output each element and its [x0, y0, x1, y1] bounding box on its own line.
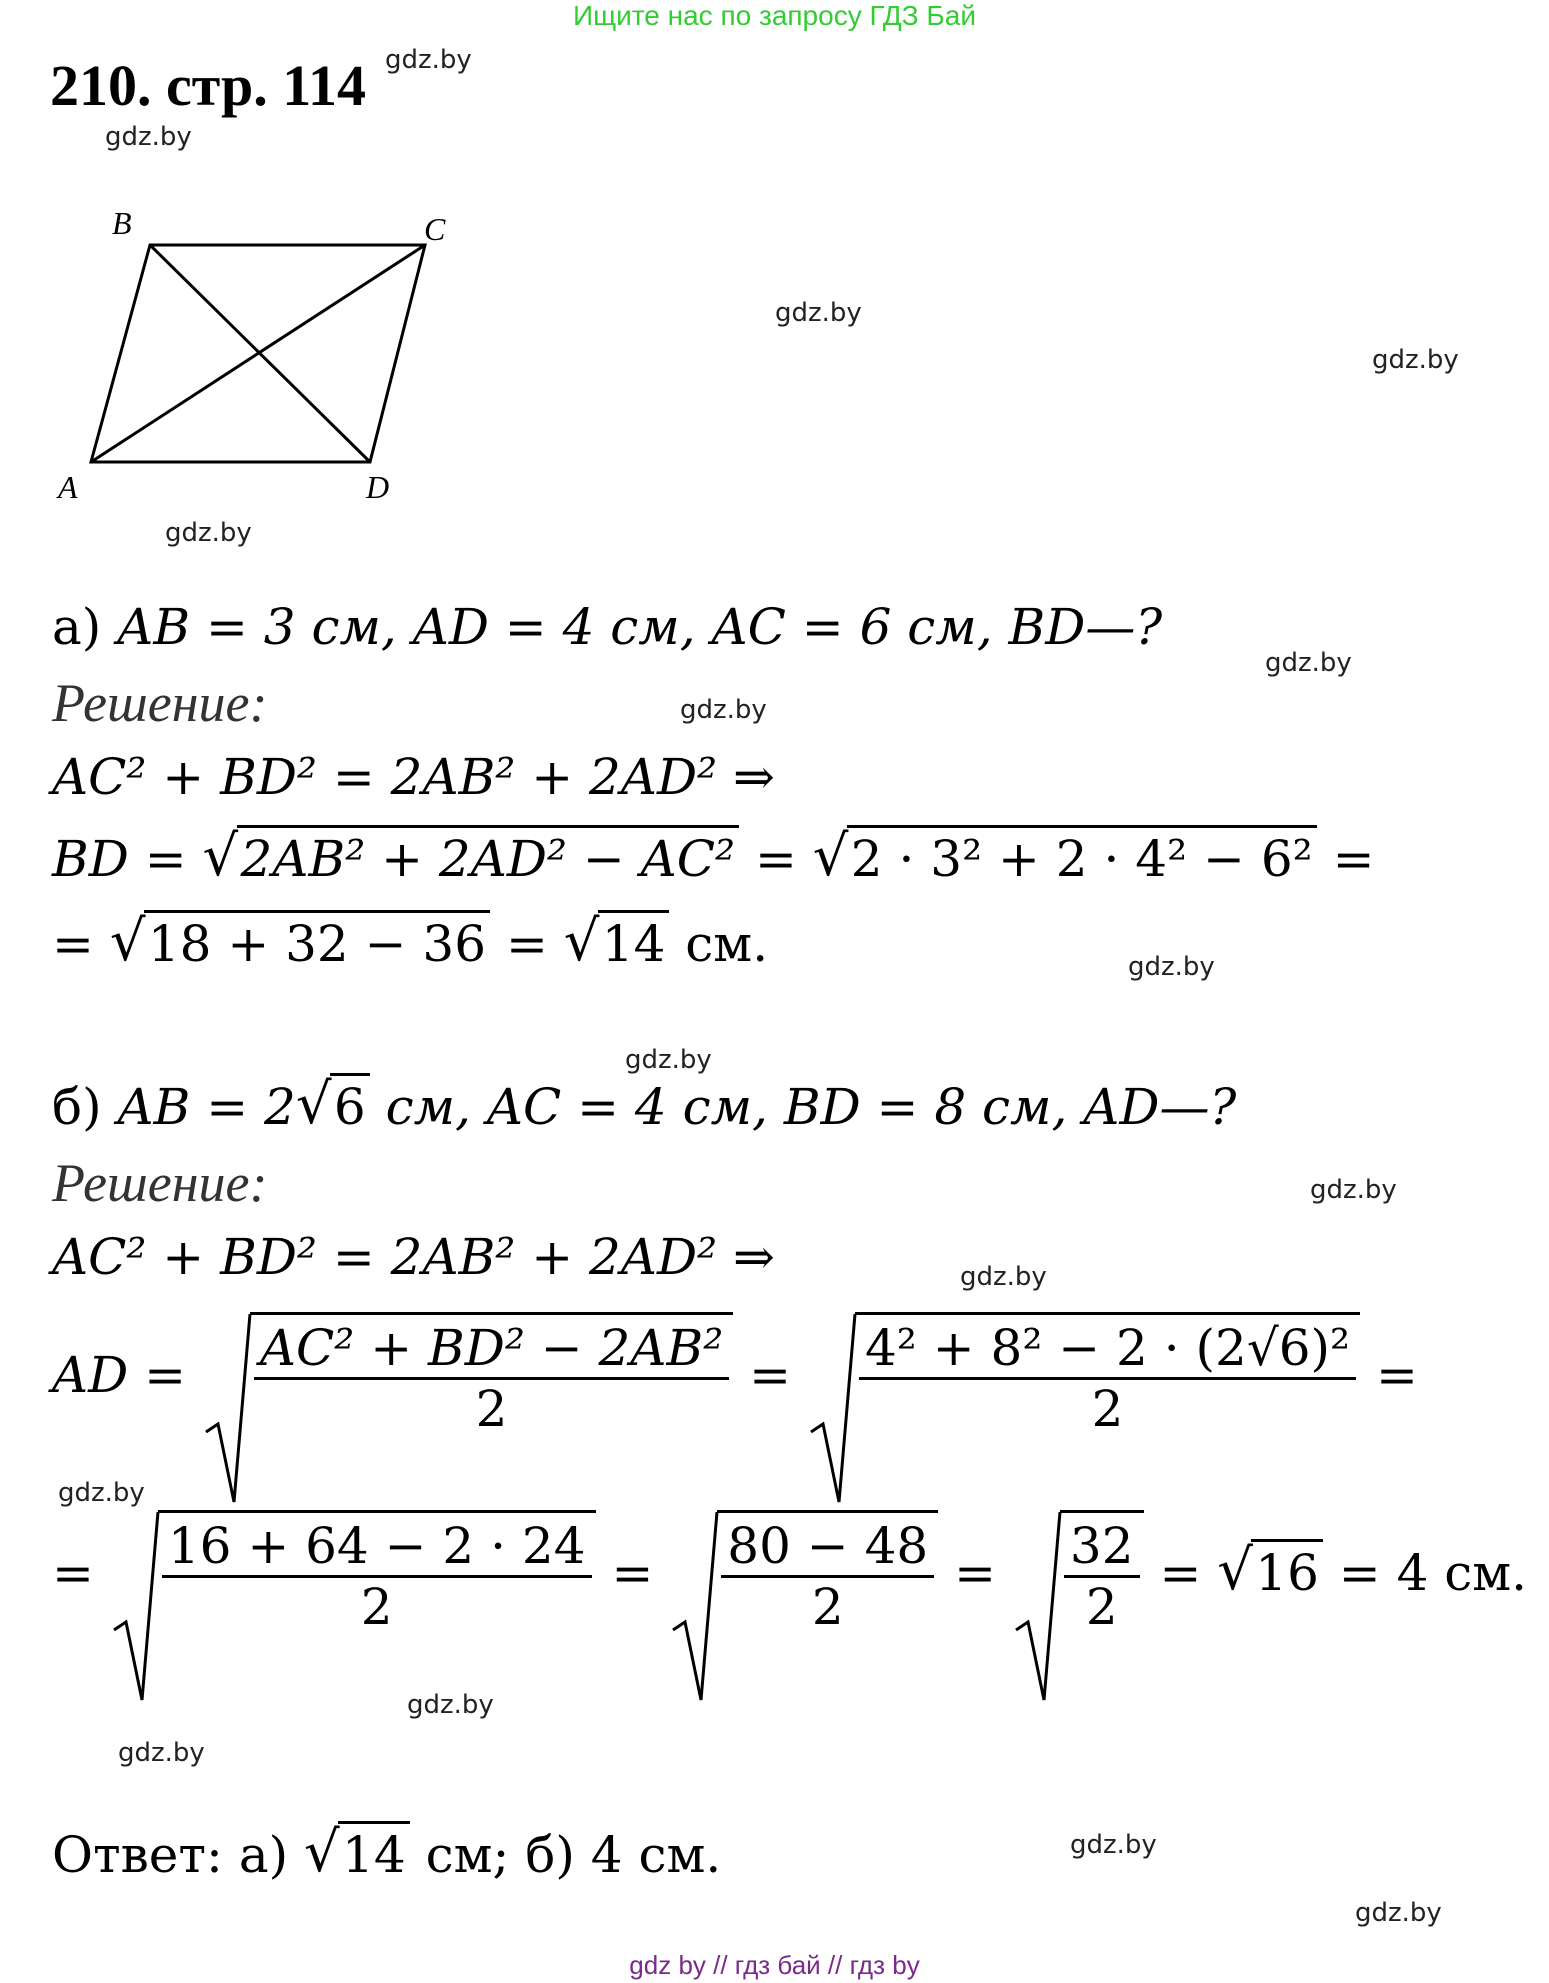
- watermark: gdz.by: [105, 122, 192, 152]
- vertex-label-d: D: [366, 469, 390, 505]
- answer: Ответ: а) √ 14 см; б) 4 см.: [52, 1826, 721, 1884]
- watermark: gdz.by: [1355, 1898, 1442, 1928]
- radical: $\frac{80 - 48}{2}$: [669, 1510, 938, 1636]
- vertex-label-c: C: [424, 211, 446, 247]
- watermark: gdz.by: [775, 298, 862, 328]
- part-b-eq2: AD = $\frac{\text{AC² + BD² − 2AB²}}{2}$ = $\frac{\text{4² + 8² − 2 · (2√6)²}}{2}$ =: [52, 1312, 1418, 1438]
- part-b-eq1: AC² + BD² = 2AB² + 2AD² ⇒: [52, 1228, 775, 1286]
- watermark: gdz.by: [1372, 345, 1459, 375]
- watermark: gdz.by: [407, 1690, 494, 1720]
- watermark: gdz.by: [1070, 1830, 1157, 1860]
- part-a-eq1: AC² + BD² = 2AB² + 2AD² ⇒: [52, 748, 775, 806]
- problem-title: 210. стр. 114: [50, 53, 366, 118]
- part-b-given: б) AB = 2√ 6 см, AC = 4 см, BD = 8 см, AD—?: [52, 1078, 1236, 1136]
- watermark: gdz.by: [1310, 1175, 1397, 1205]
- radical: $\frac{\text{AC² + BD² − 2AB²}}{2}$: [202, 1312, 733, 1438]
- vertex-label-a: A: [58, 469, 78, 505]
- watermark: gdz.by: [1128, 952, 1215, 982]
- watermark: gdz.by: [58, 1478, 145, 1508]
- part-a-eq2: BD = √ 2AB² + 2AD² − AC² = √ 2 · 3² + 2 · 4² − 6² =: [52, 830, 1375, 888]
- part-a-solution-label: Решение:: [52, 673, 268, 733]
- part-a-eq3: = √ 18 + 32 − 36 = √ 14 см.: [52, 915, 768, 973]
- watermark: gdz.by: [680, 695, 767, 725]
- part-a-given: а) AB = 3 см, AD = 4 см, AC = 6 см, BD—?: [52, 598, 1163, 656]
- top-banner: Ищите нас по запросу ГДЗ Бай: [572, 0, 977, 31]
- vertex-label-b: B: [112, 205, 132, 241]
- part-b-solution-label: Решение:: [52, 1153, 268, 1213]
- parallelogram-figure: [40, 200, 480, 520]
- radical: $\frac{\text{4² + 8² − 2 · (2√6)²}}{2}$: [807, 1312, 1360, 1438]
- radical: $\frac{32}{2}$: [1012, 1510, 1144, 1636]
- watermark: gdz.by: [165, 518, 252, 548]
- footer-links: gdz by // гдз бай // гдз by: [629, 1950, 920, 1980]
- watermark: gdz.by: [1265, 648, 1352, 678]
- watermark: gdz.by: [960, 1262, 1047, 1292]
- watermark: gdz.by: [385, 45, 472, 75]
- watermark: gdz.by: [118, 1738, 205, 1768]
- watermark: gdz.by: [625, 1045, 712, 1075]
- part-b-eq3: = $\frac{16 + 64 - 2 \cdot 24}{2}$ = $\frac{80 - 48}{2}$ = $\frac{32}{2}$ = √ 16 = 4 см.: [52, 1510, 1527, 1636]
- radical: $\frac{16 + 64 - 2 \cdot 24}{2}$: [110, 1510, 596, 1636]
